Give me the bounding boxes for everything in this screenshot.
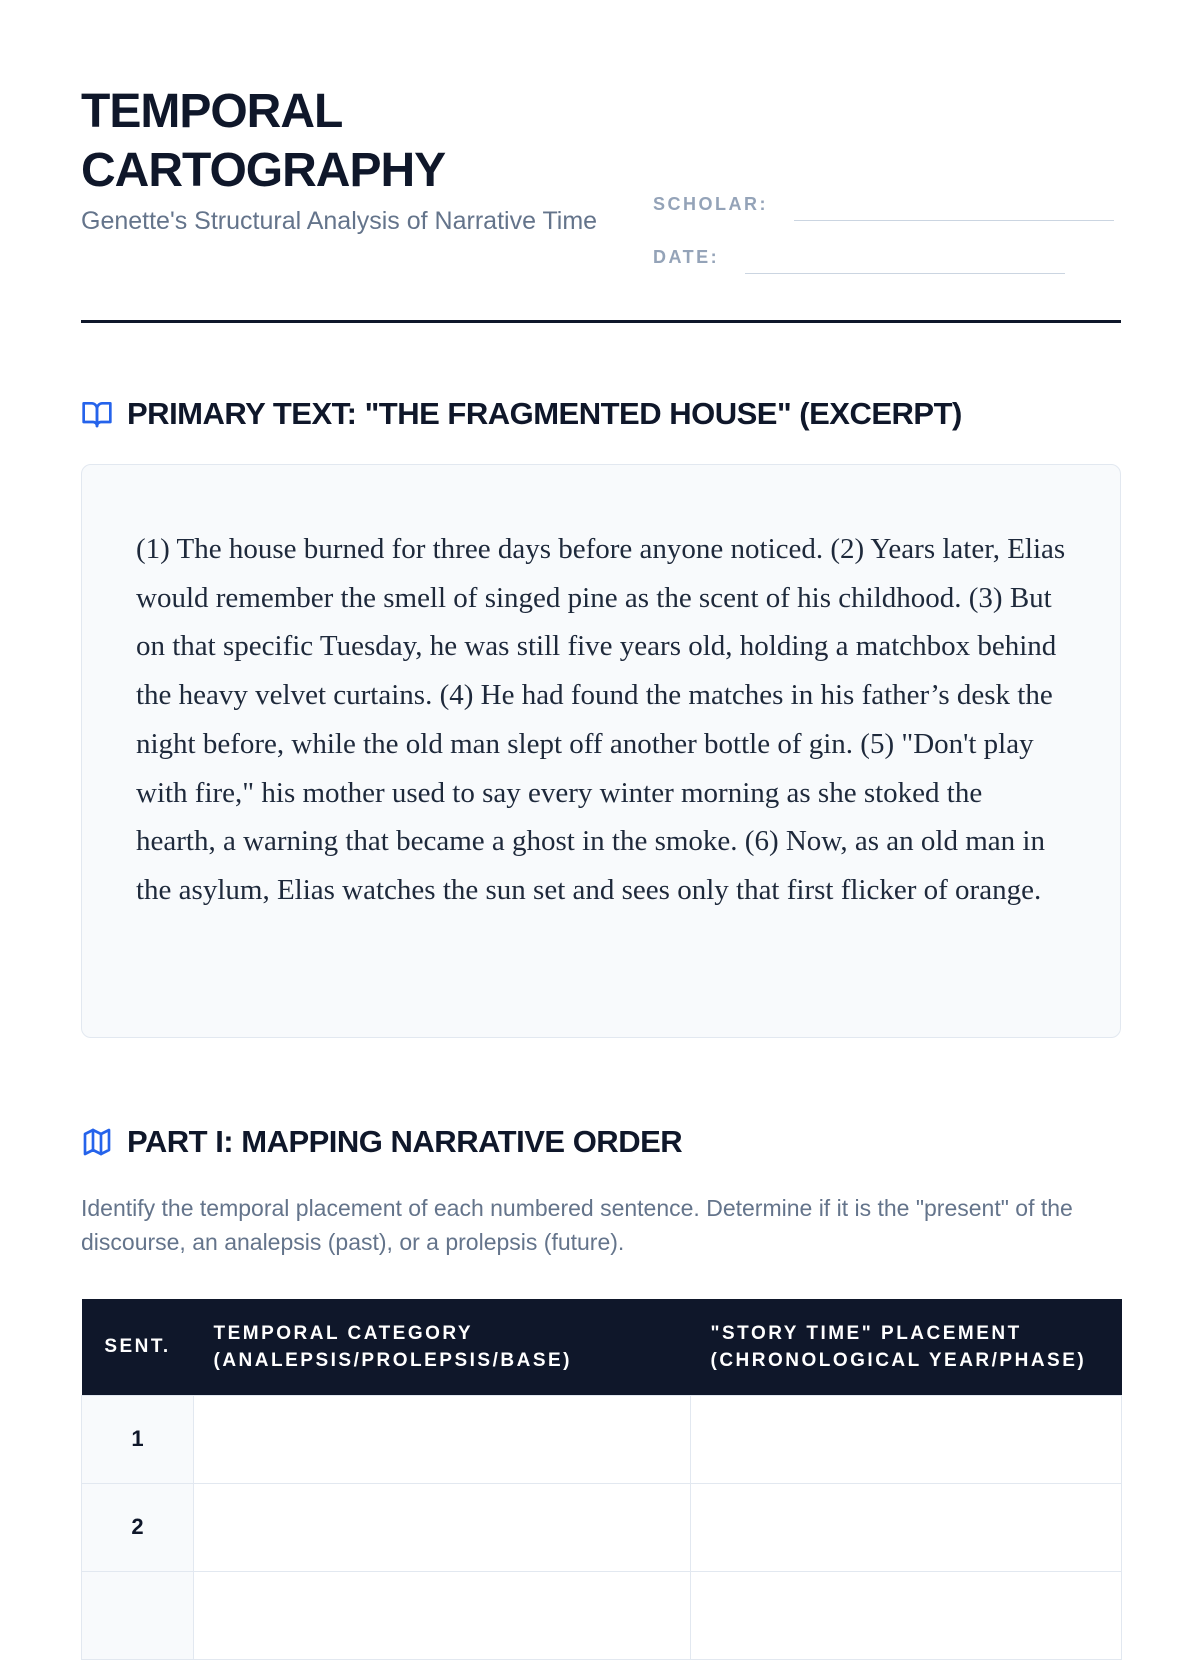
narrative-order-table [81,1299,1122,1660]
temporal-category-cell[interactable] [194,1395,691,1483]
table-row [82,1483,1122,1571]
worksheet-title: TEMPORAL CARTOGRAPHY [81,85,446,197]
table-row [82,1571,1122,1659]
table-header-row [82,1299,1122,1395]
worksheet-subtitle: Genette's Structural Analysis of Narrative Time [81,207,598,235]
primary-text-heading [81,396,962,432]
open-book-icon [81,398,113,430]
worksheet-header [81,0,1121,325]
header-divider [81,320,1121,323]
sentence-number: 1 [82,1395,194,1483]
excerpt-box [81,464,1121,1038]
column-header-story-time: "STORY TIME" PLACEMENT (CHRONOLOGICAL YEAR/PHASE) [691,1299,1122,1395]
primary-text-heading-label: PRIMARY TEXT: "THE FRAGMENTED HOUSE" (EXCERPT) [127,396,962,431]
sentence-number [82,1571,194,1659]
scholar-field-row [653,193,1114,215]
part1-instructions: Identify the temporal placement of each numbered sentence. Determine if it is the "present" of the discourse, an analepsis (past), or a prolepsis (future). [81,1195,1073,1255]
column-header-sent: SENT. [82,1299,194,1395]
table-row [82,1395,1122,1483]
part1-heading-label: PART I: MAPPING NARRATIVE ORDER [127,1124,683,1159]
column-header-temporal-category: TEMPORAL CATEGORY (ANALEPSIS/PROLEPSIS/BASE) [194,1299,691,1395]
story-time-cell[interactable] [691,1571,1122,1659]
map-icon [81,1126,113,1158]
scholar-label: SCHOLAR: [653,194,768,214]
date-field-row [653,246,1065,268]
sentence-number: 2 [82,1483,194,1571]
part1-heading [81,1124,682,1160]
date-label: DATE: [653,247,720,267]
story-time-cell[interactable] [691,1483,1122,1571]
temporal-category-cell[interactable] [194,1571,691,1659]
excerpt-text: (1) The house burned for three days before anyone noticed. (2) Years later, Elias would remember the smell of singed pine as the scent of his childhood. (3) But on that specific Tuesday, he was still five years old, holding a matchbox behind the heavy velvet curtains. (4) He had found the matches in his father’s desk the night before, while the old man slept off another bottle of gin. (5) "Don't play with fire," his mother used to say every winter morning as she stoked the hearth, a warning that became a ghost in the smoke. (6) Now, as an old man in the asylum, Elias watches the sun set and sees only that first flicker of orange. [136,533,1066,906]
worksheet-page [81,0,1121,1539]
date-input-line[interactable] [745,273,1065,274]
story-time-cell[interactable] [691,1395,1122,1483]
temporal-category-cell[interactable] [194,1483,691,1571]
scholar-input-line[interactable] [794,220,1114,221]
